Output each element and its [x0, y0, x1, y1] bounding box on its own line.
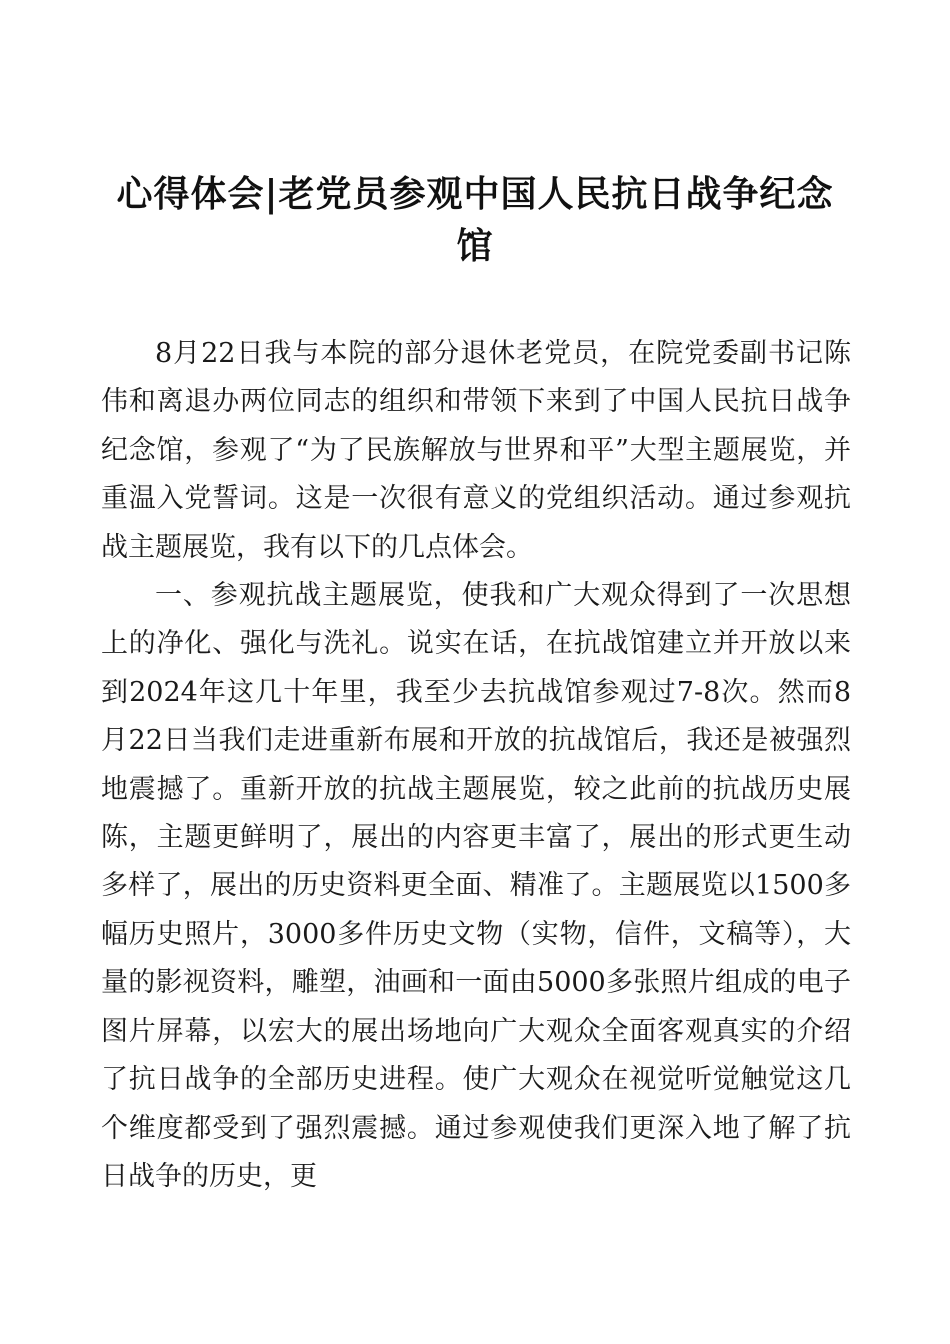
paragraph-point-one: 一、参观抗战主题展览，使我和广大观众得到了一次思想上的净化、强化与洗礼。说实在话，在抗战馆建立并开放以来到2024年这几十年里，我至少去抗战馆参观过7-8次。然而8月22日当我们走进重新布展和开放的抗战馆后，我还是被强烈地震撼了。重新开放的抗战主题展览，较之此前的抗战历史展陈，主题更鲜明了，展出的内容更丰富了，展出的形式更生动多样了，展出的历史资料更全面、精准了。主题展览以1500多幅历史照片，3000多件历史文物（实物，信件，文稿等），大量的影视资料，雕塑，油画和一面由5000多张照片组成的电子图片屏幕，以宏大的展出场地向广大观众全面客观真实的介绍了抗日战争的全部历史进程。使广大观众在视觉听觉触觉这几个维度都受到了强烈震撼。通过参观使我们更深入地了解了抗日战争的历史，更	[101, 580, 851, 1192]
paragraph-intro: 8月22日我与本院的部分退休老党员，在院党委副书记陈伟和离退办两位同志的组织和带领下来到了中国人民抗日战争纪念馆，参观了“为了民族解放与世界和平”大型主题展览，并重温入党誓词。这是一次很有意义的党组织活动。通过参观抗战主题展览，我有以下的几点体会。	[101, 338, 851, 563]
document-title: 心得体会|老党员参观中国人民抗日战争纪念馆	[116, 173, 834, 267]
document-body	[101, 330, 851, 1201]
